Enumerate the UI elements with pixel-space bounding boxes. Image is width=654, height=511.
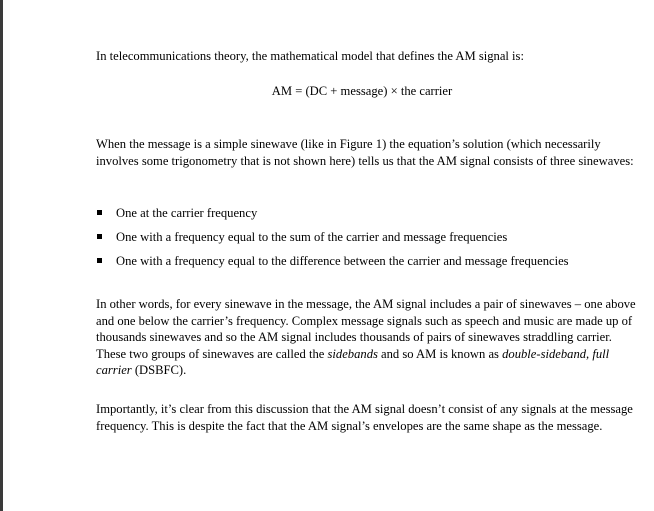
page-left-border: [0, 0, 3, 511]
envelope-paragraph: Importantly, it’s clear from this discussion that the AM signal doesn’t consist of any signals at the message frequency. This is despite the fact that the AM signal’s envelopes are the same shape as the message.: [96, 402, 633, 433]
bullet-square-icon: [97, 210, 102, 215]
bullet-text: One with a frequency equal to the sum of the carrier and message frequencies: [116, 230, 508, 244]
intro-paragraph: In telecommunications theory, the mathematical model that defines the AM signal is:: [96, 49, 524, 63]
bullet-list: [96, 205, 569, 277]
sidebands-term: sidebands: [327, 346, 378, 361]
bullet-square-icon: [97, 234, 102, 239]
dsbfc-term: double-sideband, full carrier: [96, 346, 610, 378]
bullet-text: One at the carrier frequency: [116, 206, 258, 220]
sidebands-text-1: In other words, for every sinewave in the message, the AM signal includes a pair of sinewaves – one above and one below the carrier’s frequency. Complex message signals such as speech and music are made up of thousands sinewaves and so the AM signal includes thousands of pairs of sinewaves straddling carrier. These two groups of sinewaves are called the: [96, 297, 636, 361]
equation-text: AM = (DC + message) × the carrier: [271, 84, 453, 98]
sinewave-paragraph: When the message is a simple sinewave (like in Figure 1) the equation’s solution (which necessarily involves some trigonometry that is not shown here) tells us that the AM signal consists of three sinewaves:: [96, 137, 634, 168]
sidebands-paragraph: [96, 296, 636, 379]
am-equation: [96, 83, 636, 100]
bullet-square-icon: [97, 258, 102, 263]
list-item: [96, 253, 569, 277]
list-item: [96, 205, 569, 229]
sidebands-text-3: (DSBFC).: [131, 363, 187, 378]
bullet-text: One with a frequency equal to the difference between the carrier and message frequencies: [116, 254, 569, 268]
list-item: [96, 229, 569, 253]
sidebands-text-2: and so AM is known as: [377, 346, 503, 361]
